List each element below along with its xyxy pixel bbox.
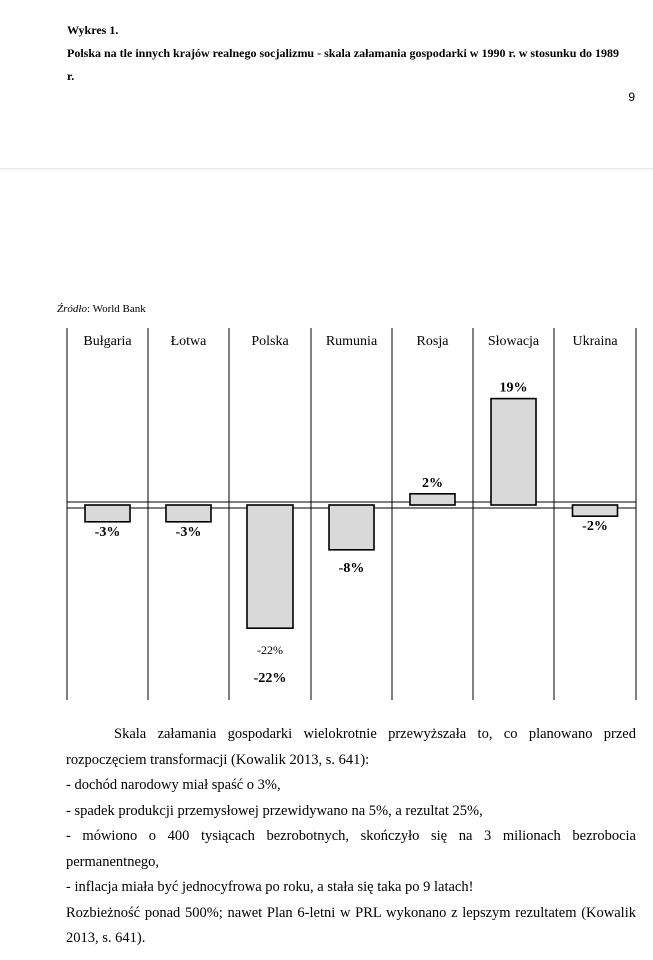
list-item-unemployment: - mówiono o 400 tysiącach bezrobotnych, skończyło się na 3 milionach bezrobocia permanentnego, (66, 828, 636, 870)
category-label: Słowacja (487, 334, 540, 349)
paragraph-conclusion: Rozbieżność ponad 500%; nawet Plan 6-letni w PRL wykonano z lepszym rezultatem (Kowalik 2013, s. 641). (66, 904, 636, 946)
data-label: 19% (499, 380, 528, 396)
category-label: Ukraina (572, 334, 618, 349)
bar-chart (0, 318, 653, 703)
page-number: 9 (628, 90, 635, 104)
secondary-data-label: -22% (257, 643, 283, 658)
figure-number: Wykres 1. (67, 23, 119, 37)
data-label: -8% (338, 560, 365, 576)
bar (410, 494, 455, 505)
data-label: 2% (422, 475, 443, 491)
category-label: Łotwa (170, 334, 207, 349)
page-break (0, 168, 653, 172)
figure-title: Polska na tle innych krajów realnego socjalizmu - skala załamania gospodarki w 1990 r. w stosunku do 1989 r. (67, 46, 620, 83)
category-label: Bułgaria (83, 334, 132, 349)
body-text (66, 722, 636, 952)
data-label: -3% (94, 524, 121, 540)
source-text: : World Bank (86, 303, 146, 315)
data-label: -22% (253, 671, 287, 687)
list-item-inflation: - inflacja miała być jednocyfrowa po roku, a stała się taka po 9 latach! (66, 879, 474, 895)
category-label: Polska (251, 334, 289, 349)
bar (247, 505, 293, 628)
bar (166, 505, 211, 522)
data-label: -3% (175, 524, 202, 540)
bar (573, 505, 618, 516)
bar (85, 505, 130, 522)
data-label: -2% (582, 519, 608, 535)
bar (491, 399, 536, 505)
category-label: Rosja (416, 334, 449, 349)
source-label: Źródło (57, 303, 87, 315)
list-item-production: - spadek produkcji przemysłowej przewidywano na 5%, a rezultat 25%, (66, 802, 483, 819)
category-label: Rumunia (325, 334, 378, 349)
figure-caption (67, 19, 627, 88)
paragraph-intro: Skala załamania gospodarki wielokrotnie przewyższała to, co planowano przed rozpoczęciem transformacji (Kowalik 2013, s. 641): (66, 726, 636, 768)
list-item-income: - dochód narodowy miał spaść o 3%, (66, 777, 281, 793)
bar (329, 505, 374, 550)
source-note (57, 303, 146, 315)
